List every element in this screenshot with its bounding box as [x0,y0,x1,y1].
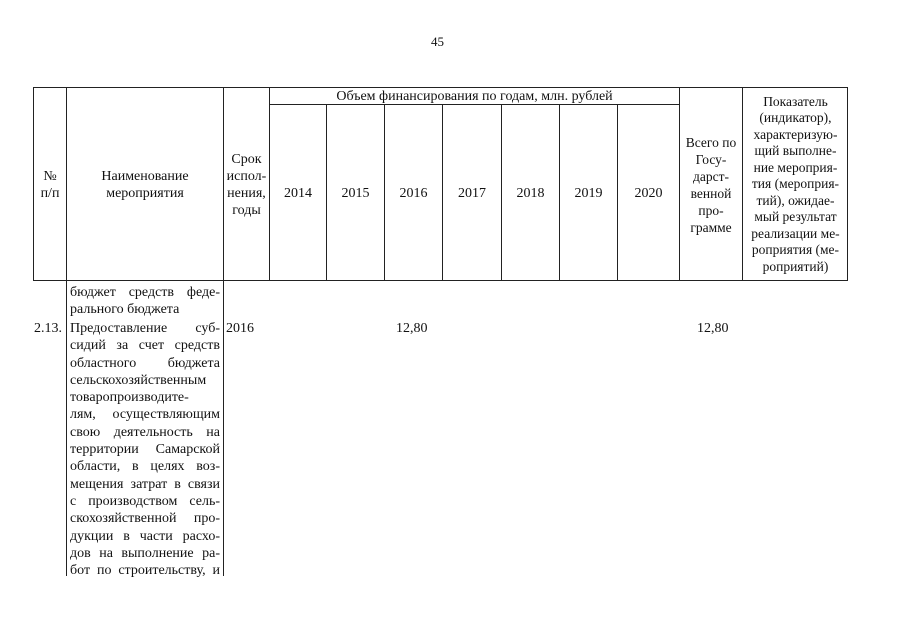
header-num: № п/п [40,168,60,201]
header-funding-group: Объем финансирования по годам, млн. рублей [336,88,613,104]
row-name-line: сидий за счет средств [70,338,220,354]
row-name-line: скохозяйственной про- [70,511,220,527]
row-name-line: свою деятельность на [70,424,220,440]
row-name-line: сельскохозяйственным [70,372,207,388]
row-value-2016: 12,80 [396,321,428,336]
row-name-line: Предоставление суб- [70,321,220,336]
row-total: 12,80 [697,321,729,336]
page-number: 45 [431,34,444,49]
continuation-line: бюджет средств феде- [70,285,220,300]
header-year-2017: 2017 [458,185,486,201]
header-name: Наименование мероприятия [101,168,189,201]
column-line [66,281,67,576]
row-name-line: области, в целях воз- [70,459,220,475]
row-name [70,320,223,579]
header-year-2020: 2020 [634,185,663,201]
row-name-line: лям, осуществляющим [70,407,220,423]
row-number: 2.13. [34,321,62,336]
header-indicator: Показатель (индикатор), характеризую- щий выполне- ние мероприя- тия (мероприя- тий), ожидае- мый результат реализации ме- роприятия (ме- роприятий) [751,93,840,274]
header-year-2018: 2018 [516,185,545,201]
header-year-2019: 2019 [574,185,603,201]
continuation-line: рального бюджета [70,302,180,317]
row-name-line: мещения затрат в связи [70,476,220,492]
header-year-2014: 2014 [284,185,312,201]
column-line [223,281,224,576]
header-term: Срок испол- нения, годы [226,151,267,218]
row-name-line: с производством сель- [70,493,220,509]
row-name-line: дов на выполнение ра- [70,545,220,561]
row-name-line: товаропроизводите- [70,390,189,406]
header-year-2015: 2015 [341,185,370,201]
row-name-line: дукции в части расхо- [70,528,220,544]
row-name-line: областного бюджета [70,355,220,371]
row-term: 2016 [226,321,254,336]
header-total: Всего по Госу- дарст- венной про- грамме [685,134,737,235]
header-year-2016: 2016 [399,185,428,201]
row-name-line: бот по строительству, и [70,563,220,579]
row-name-line: территории Самарской [70,442,220,458]
